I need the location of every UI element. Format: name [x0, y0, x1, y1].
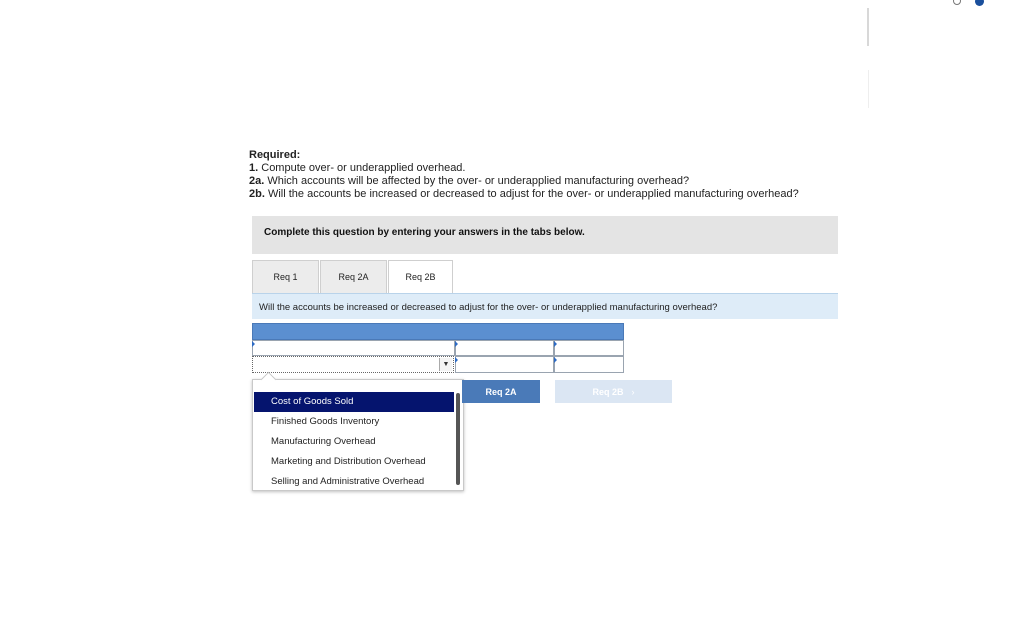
dropdown-scrollbar[interactable]: [456, 393, 460, 485]
answer-cell-amount-2[interactable]: [455, 356, 554, 373]
answer-table-header: [252, 323, 624, 340]
status-dot-icon: [975, 0, 984, 6]
required-section: [249, 149, 799, 201]
circle-icon: [953, 0, 961, 5]
answer-table: [252, 323, 624, 373]
input-marker-icon: [252, 341, 255, 347]
account-dropdown-list: [252, 379, 464, 491]
dropdown-option[interactable]: Marketing and Distribution Overhead: [271, 456, 426, 467]
answer-cell-account-1[interactable]: [252, 340, 455, 356]
account-select[interactable]: [252, 356, 454, 373]
answer-cell-effect-2[interactable]: [554, 356, 624, 373]
prev-button-label: Req 2A: [485, 386, 517, 397]
window-edge-lower: [868, 70, 869, 108]
input-marker-icon: [554, 341, 557, 347]
question-text: Will the accounts be increased or decreased to adjust for the over- or underapplied manufacturing overhead?: [259, 302, 718, 313]
input-marker-icon: [455, 357, 458, 363]
window-edge: [867, 8, 869, 46]
banner-text: Complete this question by entering your answers in the tabs below.: [264, 227, 585, 238]
dropdown-option[interactable]: Cost of Goods Sold: [254, 392, 454, 412]
question-bar: [252, 293, 838, 319]
required-heading: Required:: [249, 149, 301, 161]
chevron-down-icon[interactable]: ▼: [439, 358, 452, 371]
tab-req-2a[interactable]: Req 2A: [320, 260, 387, 293]
required-item-1: 1. Compute over- or underapplied overhead.: [249, 162, 466, 174]
chevron-right-icon: ›: [631, 386, 635, 397]
dropdown-pointer: [261, 372, 277, 388]
instructions-banner: [252, 216, 838, 254]
dropdown-option[interactable]: Selling and Administrative Overhead: [271, 476, 425, 487]
prev-req-2a-button[interactable]: [462, 380, 540, 403]
tab-req-2b[interactable]: Req 2B: [388, 260, 453, 293]
answer-cell-effect-1[interactable]: [554, 340, 624, 356]
input-marker-icon: [455, 341, 458, 347]
tab-req-1[interactable]: Req 1: [252, 260, 319, 293]
next-req-2b-button[interactable]: [555, 380, 672, 403]
required-item-2b: 2b. Will the accounts be increased or decreased to adjust for the over- or underapplied manufacturing overhead?: [249, 188, 799, 200]
dropdown-option[interactable]: Manufacturing Overhead: [271, 436, 376, 447]
answer-cell-amount-1[interactable]: [455, 340, 554, 356]
required-item-2a: 2a. Which accounts will be affected by the over- or underapplied manufacturing overhead?: [249, 175, 690, 187]
next-button-label: Req 2B: [592, 386, 624, 397]
dropdown-option[interactable]: Finished Goods Inventory: [271, 416, 380, 427]
input-marker-icon: [554, 357, 557, 363]
